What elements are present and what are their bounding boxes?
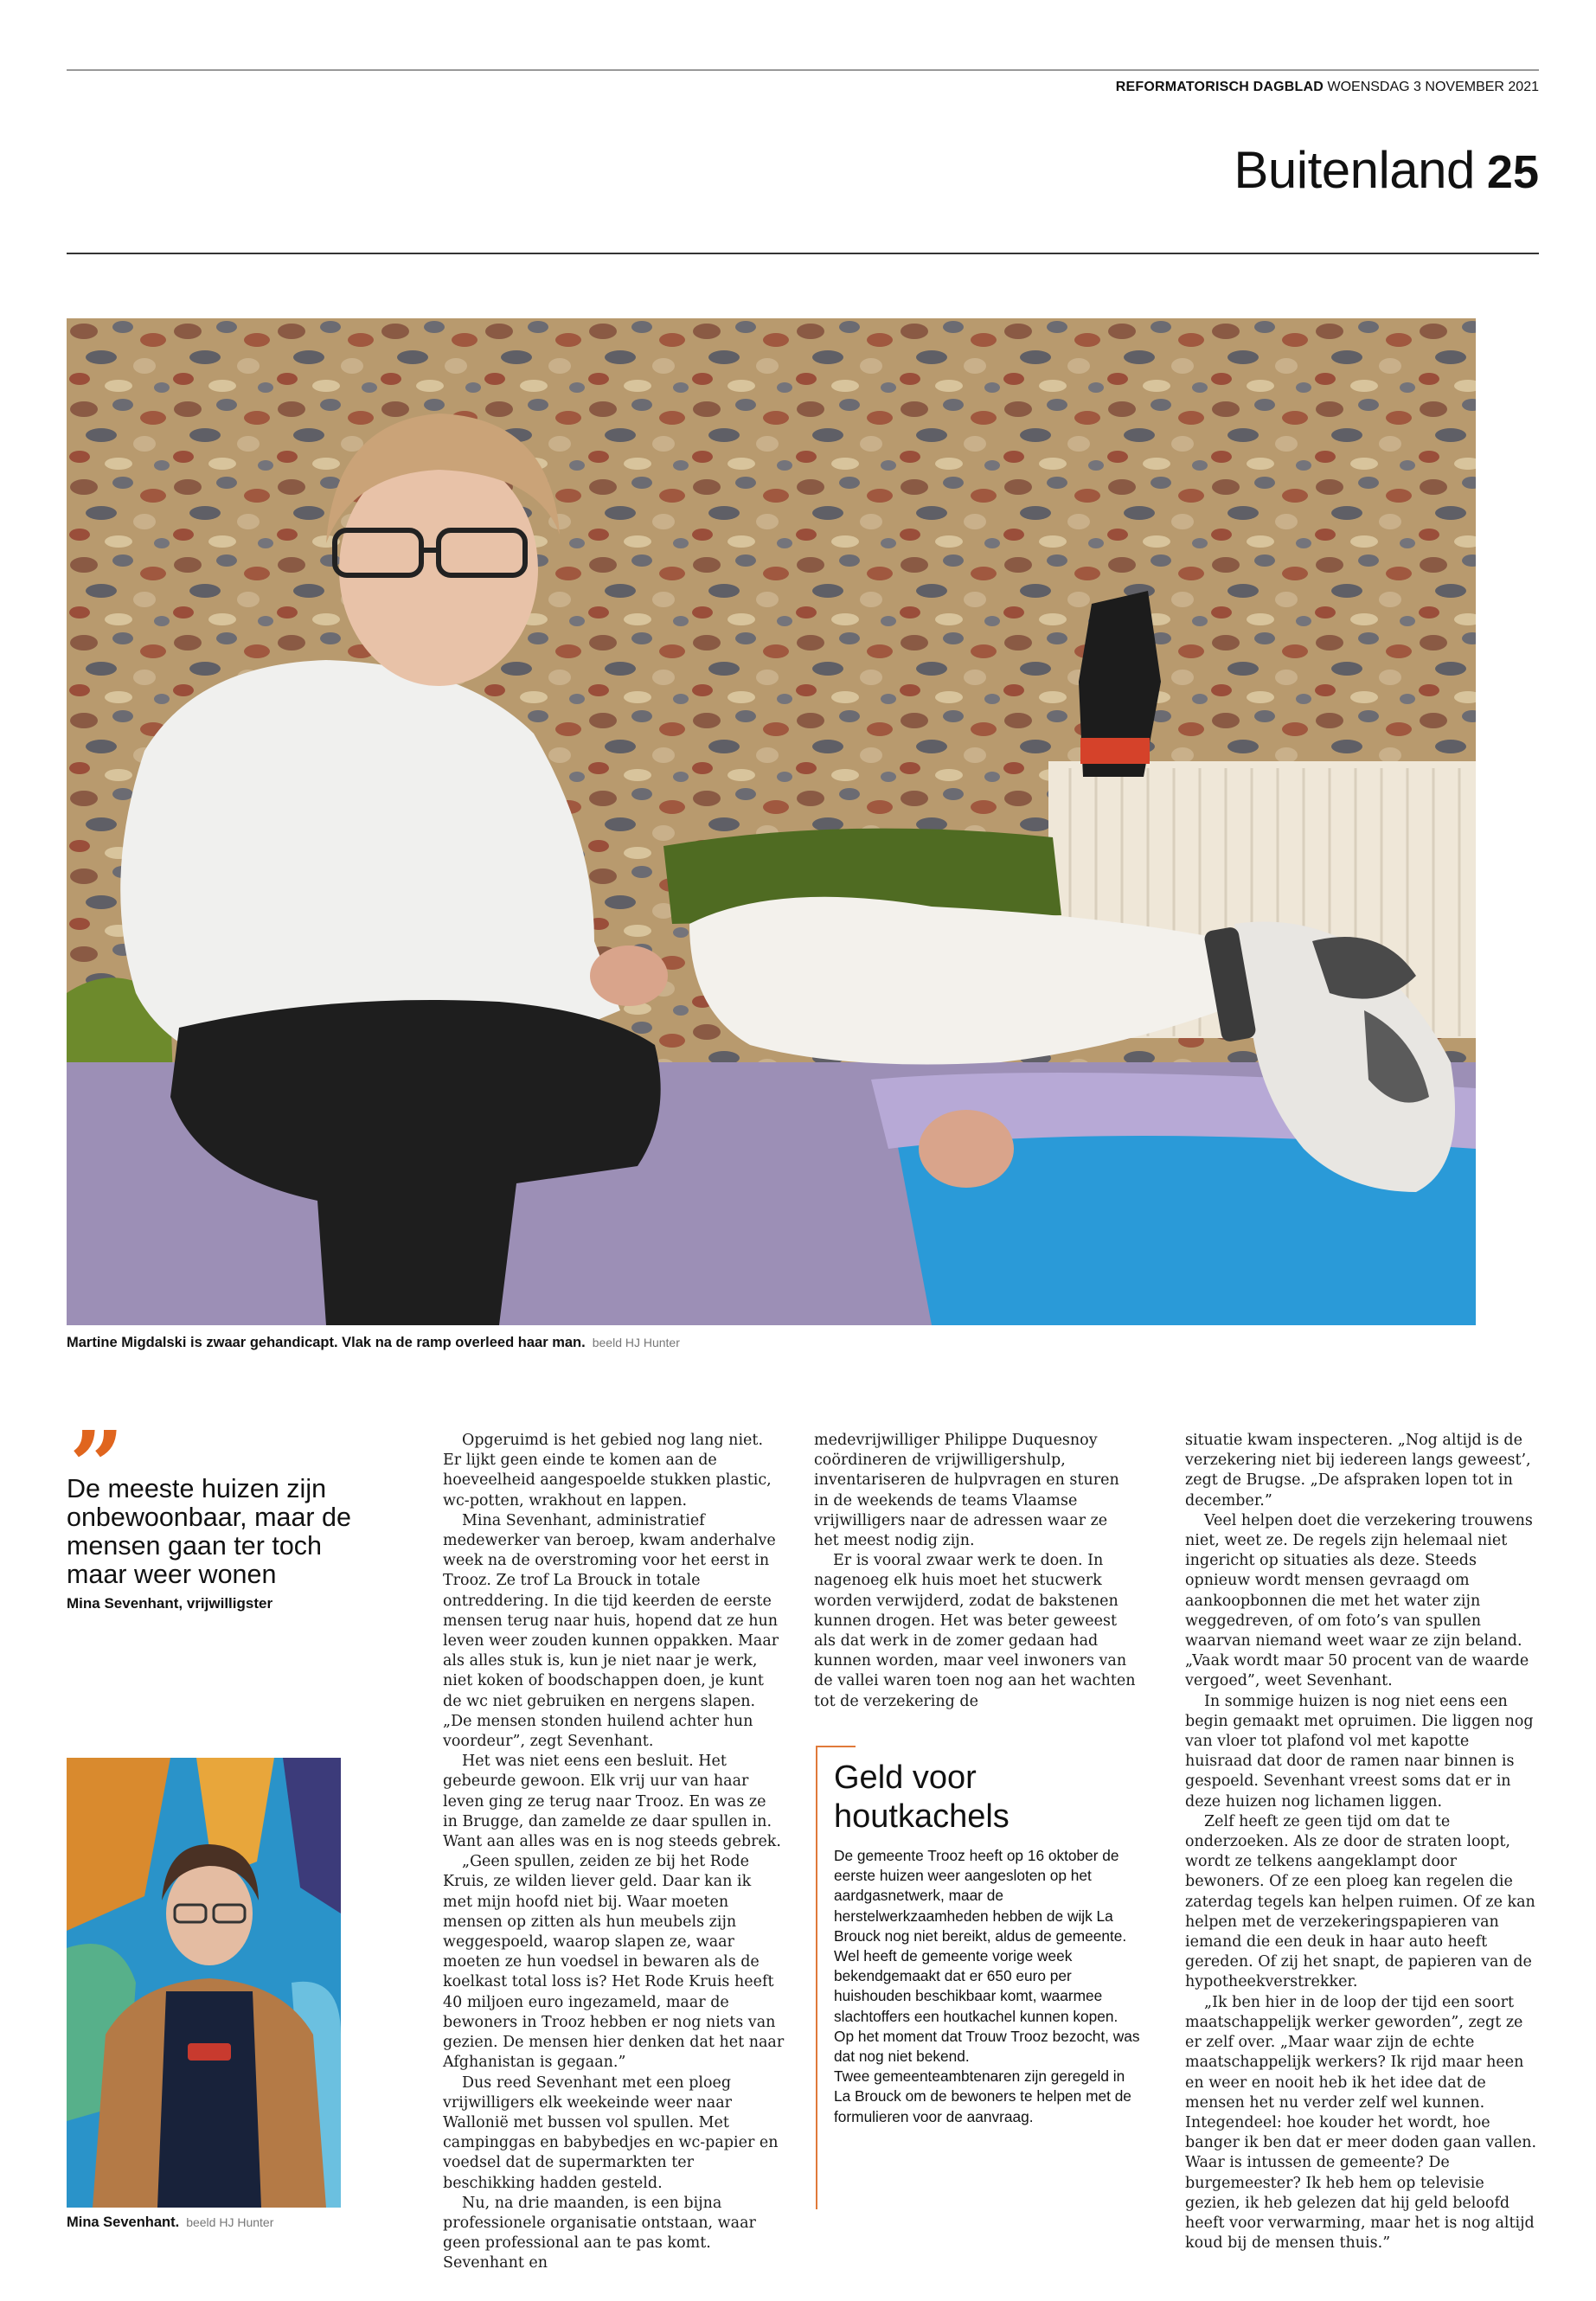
portrait-caption-credit: beeld HJ Hunter bbox=[186, 2215, 274, 2229]
portrait-caption-text: Mina Sevenhant. bbox=[67, 2214, 180, 2230]
main-photo bbox=[67, 318, 1476, 1325]
paragraph: „Geen spullen, zeiden ze bij het Rode Kruis, ze wilden liever geld. Daar kan ik met mijn hoofd niet bij. Waar moeten mensen op zitten als hun meubels zijn weggespoeld, waarop slapen ze, waar moeten ze hun voedsel in bewaren als de koelkast total loss is? Het Rode Kruis heeft 40 miljoen euro ingezameld, maar de bewoners in Trooz hebben er nog niets van gezien. De mensen hier denken dat het naar Afghanistan is gegaan.” bbox=[443, 1853, 785, 2072]
masthead bbox=[1116, 80, 1539, 95]
paragraph: In sommige huizen is nog niet eens een begin gemaakt met opruimen. Die liggen nog van vloer tot plafond vol met kapotte huisraad dat door de ramen naar binnen is gespoeld. Sevenhant vreest soms dat er in deze huizen nog lichamen liggen. bbox=[1185, 1692, 1534, 1811]
article-column-2 bbox=[814, 1431, 1136, 1712]
paragraph: medevrijwilliger Philippe Duquesnoy coördineren de vrijwilligershulp, inventariseren de hulpvragen en sturen in de weekends de teams Vlaamse vrijwilligers naar de adressen waar ze het meest nodig zijn. bbox=[814, 1432, 1119, 1550]
paragraph: Het was niet eens een besluit. Het gebeurde gewoon. Elk vrij uur van haar leven ging ze terug naar Trooz. En was ze in Brugge, dan zamelde ze daar spullen in. Want aan alles was en is nog steeds gebrek. bbox=[443, 1753, 781, 1851]
sidebar-paragraph: De gemeente Trooz heeft op 16 oktober de eerste huizen weer aangesloten op het aardgasnetwerk, maar de herstelwerkzaamheden hebben de wijk La Brouck nog niet bereikt, aldus de gemeente. bbox=[834, 1847, 1127, 1945]
section-rule bbox=[67, 253, 1539, 254]
pullquote-attribution: Mina Sevenhant, vrijwilligster bbox=[67, 1595, 273, 1612]
sidebar-accent-line bbox=[816, 1746, 817, 2209]
portrait-illustration bbox=[67, 1758, 341, 2208]
sidebar-body bbox=[834, 1846, 1141, 2127]
top-rule bbox=[67, 69, 1539, 71]
quote-mark-icon: ” bbox=[69, 1410, 125, 1522]
main-photo-caption bbox=[67, 1335, 680, 1351]
issue-date: WOENSDAG 3 NOVEMBER 2021 bbox=[1327, 80, 1539, 94]
paragraph: Mina Sevenhant, administratief medewerker van beroep, kwam anderhalve week na de overstroming voor het eerst in Trooz. Ze trof La Brouck in totale ontreddering. In die tijd keerden de eerste mensen terug naar huis, hopend dat ze hun leven weer zouden kunnen oppakken. Maar als alles stuk is, kun je niet naar je werk, niet koken of boodschappen doen, je kunt de wc niet gebruiken en nergens slapen. „De mensen stonden huilend achter hun voordeur”, zegt Sevenhant. bbox=[443, 1511, 779, 1751]
sidebar-paragraph: Wel heeft de gemeente vorige week bekendgemaakt dat er 650 euro per huishouden beschikbaar komt, waarmee slachtoffers een houtkachel kunnen kopen. Op het moment dat Trouw Trooz bezocht, was dat nog niet bekend. bbox=[834, 1947, 1140, 2066]
paragraph: Er is vooral zwaar werk te doen. In nagenoeg elk huis moet het stucwerk worden verwijderd, zodat de bakstenen kunnen drogen. Het was beter geweest als dat werk in de zomer gedaan had kunnen worden, maar veel inwoners van de vallei waren toen nog aan het wachten tot de verzekering de bbox=[814, 1552, 1136, 1710]
caption-text: Martine Migdalski is zwaar gehandicapt. Vlak na de ramp overleed haar man. bbox=[67, 1335, 586, 1350]
main-photo-illustration bbox=[67, 318, 1476, 1325]
section-name: Buitenland bbox=[1234, 141, 1475, 199]
paragraph: Veel helpen doet die verzekering trouwens niet, weet ze. De regels zijn helemaal niet ingericht op situaties als deze. Steeds opnieuw wordt mensen gevraagd om aankoopbonnen die met het water zijn weggedreven, of om foto’s van spullen waarvan niemand weet waar ze zijn beland. „Vaak wordt maar 50 procent van de waarde vergoed”, weet Sevenhant. bbox=[1185, 1511, 1533, 1690]
paragraph: Nu, na drie maanden, is een bijna professionele organisatie ontstaan, waar geen professional aan te pas komt. Sevenhant en bbox=[443, 2194, 756, 2272]
portrait-photo bbox=[67, 1758, 341, 2208]
article-column-3 bbox=[1185, 1431, 1540, 2253]
paragraph: „Ik ben hier in de loop der tijd een soort maatschappelijk werker geworden”, zegt ze er zelf over. „Maar waar zijn de echte maatschappelijk werkers? Ik rijd maar heen en weer en nooit heb ik het idee dat de mensen het nu verder zelf wel kunnen. Integendeel: hoe kouder het wordt, hoe banger ik ben dat er meer doden gaan vallen. Waar is intussen de gemeente? De burgemeester? Ik heb hem op televisie gezien, ik heb gelezen dat hij geld beloofd heeft voor verwarming, maar het is nog altijd koud bij de mensen thuis.” bbox=[1185, 1993, 1537, 2253]
section-header bbox=[1234, 140, 1539, 200]
paragraph: Dus reed Sevenhant met een ploeg vrijwilligers elk weekeinde weer naar Wallonië met bussen vol spullen. Met campinggas en babybedjes en wc-papier en voedsel dat de supermarkten ter beschikking hadden gesteld. bbox=[443, 2073, 779, 2192]
page-number: 25 bbox=[1486, 146, 1539, 198]
paper-name: REFORMATORISCH DAGBLAD bbox=[1115, 80, 1324, 94]
pullquote-text: De meeste huizen zijn onbewoonbaar, maar de mensen gaan ter toch maar weer wonen bbox=[67, 1474, 351, 1589]
sidebar-paragraph: Twee gemeenteambtenaren zijn geregeld in La Brouck om de bewoners te helpen met de formulieren voor de aanvraag. bbox=[834, 2067, 1131, 2125]
caption-credit: beeld HJ Hunter bbox=[592, 1336, 680, 1349]
sidebar-accent-tick bbox=[816, 1746, 856, 1747]
portrait-caption bbox=[67, 2214, 273, 2231]
paragraph: Zelf heeft ze geen tijd om dat te onderzoeken. Als ze door de straten loopt, wordt ze telkens aangeklampt door bewoners. Of ze een ploeg kan regelen die zaterdag tegels kan helpen ruimen. Of ze kan helpen met de verzekeringspapieren van iemand die een deuk in haar auto heeft gereden. Of zij het snapt, de papieren van de hypotheekverstrekker. bbox=[1185, 1812, 1535, 1991]
paragraph: Opgeruimd is het gebied nog lang niet. Er lijkt geen einde te komen aan de hoeveelheid aangespoelde stukken plastic, wc-potten, wrakhout en lappen. bbox=[443, 1432, 772, 1509]
sidebar-title: Geld voor houtkachels bbox=[834, 1759, 1010, 1835]
paragraph: situatie kwam inspecteren. „Nog altijd is de verzekering niet bij iedereen langs geweest’, zegt de Brugse. „De afspraken lopen tot in december.” bbox=[1185, 1432, 1531, 1509]
article-column-1 bbox=[443, 1431, 785, 2274]
